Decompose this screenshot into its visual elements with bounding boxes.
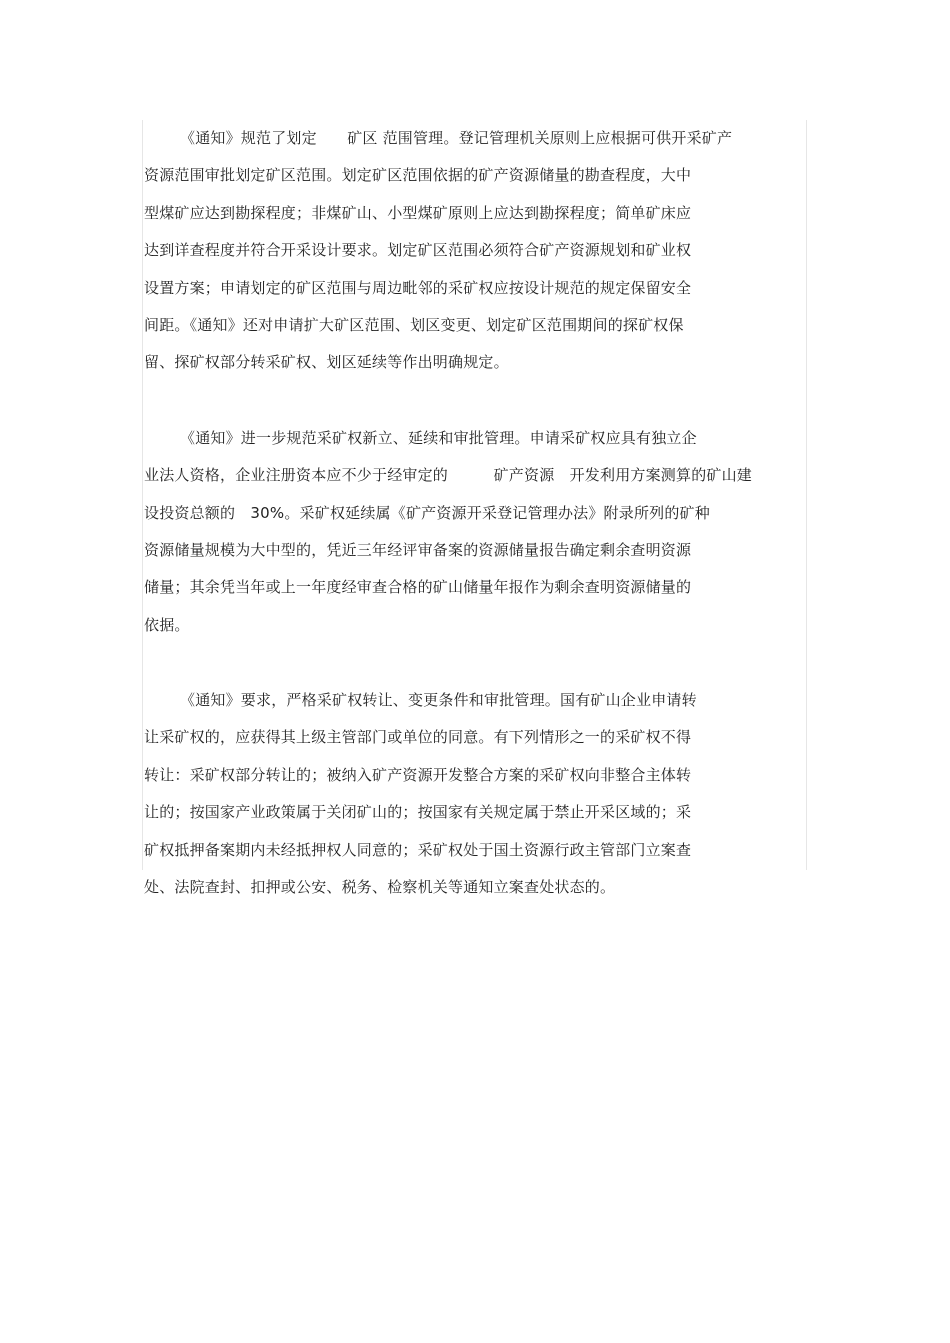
paragraph-line: 让采矿权的，应获得其上级主管部门或单位的同意。有下列情形之一的采矿权不得 <box>144 728 692 747</box>
paragraph-line: 间距。《通知》还对申请扩大矿区范围、划区变更、划定矿区范围期间的探矿权保 <box>144 315 684 334</box>
paragraph-line: 《通知》进一步规范采矿权新立、延续和审批管理。申请采矿权应具有独立企 <box>180 428 697 447</box>
paragraph-line: 设置方案；申请划定的矿区范围与周边毗邻的采矿权应按设计规范的规定保留安全 <box>144 278 692 297</box>
paragraph-line: 业法人资格，企业注册资本应不少于经审定的 矿产资源 开发利用方案测算的矿山建 <box>144 466 753 485</box>
document-body <box>144 120 804 906</box>
right-margin-rule <box>806 120 807 870</box>
paragraph-line: 《通知》规范了划定 矿区 范围管理。登记管理机关原则上应根据可供开采矿产 <box>180 129 733 147</box>
paragraph-line: 让的；按国家产业政策属于关闭矿山的；按国家有关规定属于禁止开采区域的；采 <box>144 803 692 822</box>
paragraph-line: 储量；其余凭当年或上一年度经审查合格的矿山储量年报作为剩余查明资源储量的 <box>144 578 692 597</box>
paragraph-gap <box>144 382 804 420</box>
paragraph-mining-right-transfer <box>144 682 804 906</box>
paragraph-line: 型煤矿应达到勘探程度；非煤矿山、小型煤矿原则上应达到勘探程度；简单矿床应 <box>144 203 692 222</box>
paragraph-line: 达到详查程度并符合开采设计要求。划定矿区范围必须符合矿产资源规划和矿业权 <box>144 241 692 260</box>
paragraph-gap <box>144 644 804 682</box>
paragraph-line: 依据。 <box>144 615 190 634</box>
paragraph-line: 资源储量规模为大中型的，凭近三年经评审备案的资源储量报告确定剩余查明资源 <box>144 540 692 559</box>
paragraph-line: 资源范围审批划定矿区范围。划定矿区范围依据的矿产资源储量的勘查程度，大中 <box>144 166 692 185</box>
paragraph-line: 《通知》要求，严格采矿权转让、变更条件和审批管理。国有矿山企业申请转 <box>180 691 697 710</box>
paragraph-line: 处、法院查封、扣押或公安、税务、检察机关等通知立案查处状态的。 <box>144 878 616 897</box>
paragraph-line: 矿权抵押备案期内未经抵押权人同意的；采矿权处于国土资源行政主管部门立案查 <box>144 840 692 859</box>
paragraph-mining-right-approval <box>144 420 804 644</box>
paragraph-line: 设投资总额的 30%。采矿权延续属《矿产资源开采登记管理办法》附录所列的矿种 <box>144 503 710 522</box>
paragraph-line: 留、探矿权部分转采矿权、划区延续等作出明确规定。 <box>144 353 509 372</box>
paragraph-line: 转让：采矿权部分转让的；被纳入矿产资源开发整合方案的采矿权向非整合主体转 <box>144 765 692 784</box>
left-margin-rule <box>142 120 143 870</box>
paragraph-mining-area-scope <box>144 120 804 382</box>
